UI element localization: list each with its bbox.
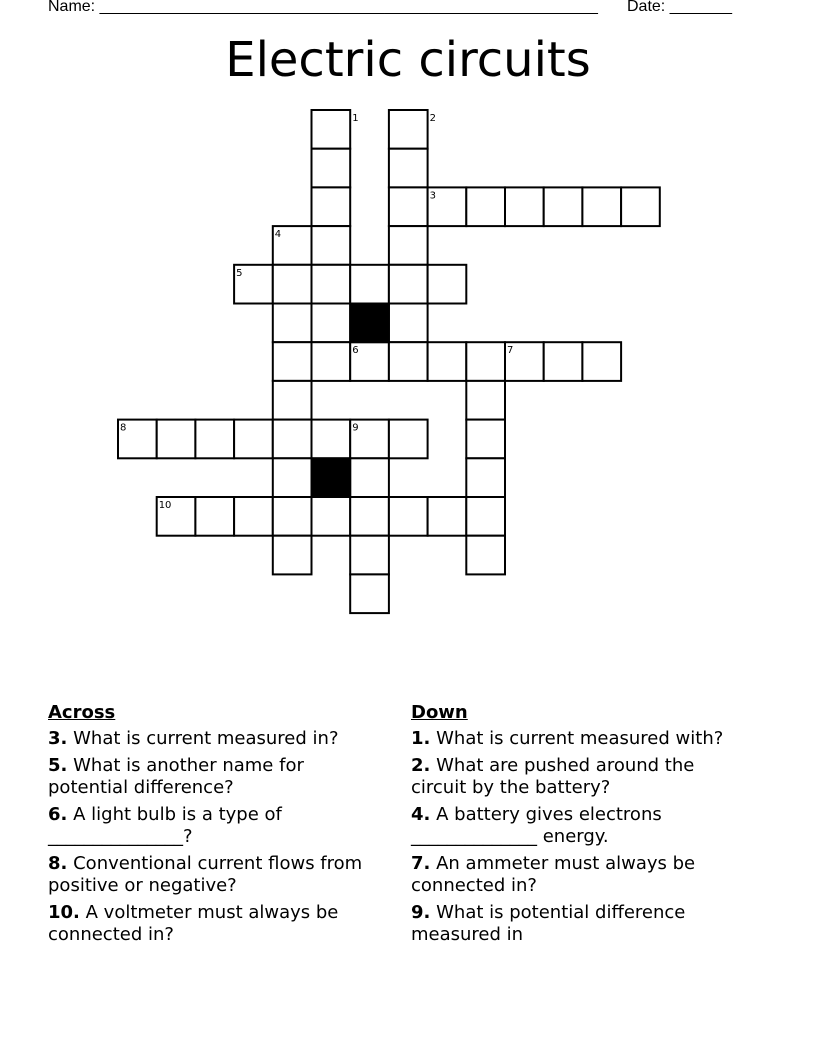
grid-cell[interactable]: [195, 420, 234, 459]
grid-cell[interactable]: [389, 265, 428, 304]
across-clue: [48, 804, 378, 848]
across-heading: Across: [48, 702, 116, 723]
grid-cell[interactable]: [544, 187, 583, 226]
grid-cell[interactable]: [505, 187, 544, 226]
grid-cell[interactable]: [312, 342, 351, 381]
grid-cell[interactable]: [428, 342, 467, 381]
grid-cell[interactable]: [273, 304, 312, 343]
clue-text: What is potential difference measured in: [411, 902, 686, 945]
grid-cell[interactable]: [312, 226, 351, 265]
clue-number: 6.: [48, 804, 68, 825]
grid-cell[interactable]: [428, 497, 467, 536]
cell-number: 2: [429, 113, 436, 124]
clue-number: 1.: [411, 728, 431, 749]
down-heading: Down: [411, 702, 468, 723]
clue-text: An ammeter must always be connected in?: [411, 853, 696, 896]
grid-cell[interactable]: [273, 265, 312, 304]
grid-cell[interactable]: [466, 381, 505, 420]
page-title: Electric circuits: [225, 32, 591, 88]
grid-cell[interactable]: [466, 420, 505, 459]
clue-text: A battery gives electrons ______________ energy.: [411, 804, 662, 847]
grid-cell[interactable]: [273, 536, 312, 575]
cell-number: 1: [352, 113, 359, 124]
black-cell: [350, 304, 389, 343]
grid-cell[interactable]: [466, 497, 505, 536]
grid-cell[interactable]: [389, 187, 428, 226]
grid-cell[interactable]: [389, 149, 428, 188]
clue-number: 8.: [48, 853, 68, 874]
grid-cell[interactable]: [312, 497, 351, 536]
grid-cell[interactable]: [389, 497, 428, 536]
grid-cell[interactable]: [234, 497, 273, 536]
clue-number: 4.: [411, 804, 431, 825]
down-clue: [411, 755, 751, 799]
grid-cell[interactable]: [350, 536, 389, 575]
clue-number: 3.: [48, 728, 68, 749]
clue-text: What is current measured in?: [73, 728, 339, 749]
clue-text: A light bulb is a type of _______________?: [48, 804, 282, 847]
grid-cell[interactable]: [389, 304, 428, 343]
grid-cell[interactable]: [312, 187, 351, 226]
grid-cell[interactable]: [389, 226, 428, 265]
grid-cell[interactable]: [389, 342, 428, 381]
grid-cell[interactable]: [466, 187, 505, 226]
grid-cell[interactable]: [544, 342, 583, 381]
grid-cell[interactable]: [273, 497, 312, 536]
grid-cell[interactable]: [389, 110, 428, 149]
down-clues: [411, 702, 751, 951]
grid-cell[interactable]: [582, 187, 621, 226]
grid-cell[interactable]: [350, 574, 389, 613]
clue-text: What is another name for potential difference?: [48, 755, 304, 798]
clue-number: 2.: [411, 755, 431, 776]
grid-cell[interactable]: [350, 497, 389, 536]
grid-cell[interactable]: [350, 458, 389, 497]
across-clue: [48, 728, 378, 750]
grid-cell[interactable]: [157, 420, 196, 459]
grid-cell[interactable]: [466, 342, 505, 381]
clue-text: Conventional current flows from positive or negative?: [48, 853, 363, 896]
grid-cell[interactable]: [312, 304, 351, 343]
down-clue: [411, 728, 751, 750]
grid-cell[interactable]: [312, 265, 351, 304]
down-clue: [411, 902, 751, 946]
grid-cell[interactable]: [312, 110, 351, 149]
across-clue: [48, 755, 378, 799]
grid-cell[interactable]: [312, 420, 351, 459]
clue-number: 10.: [48, 902, 80, 923]
grid-cell[interactable]: [273, 381, 312, 420]
grid-cell[interactable]: [234, 420, 273, 459]
grid-cell[interactable]: [621, 187, 660, 226]
down-clue: [411, 804, 751, 848]
across-clue: [48, 853, 378, 897]
cell-number: 7: [507, 345, 514, 357]
grid-cell[interactable]: [195, 497, 234, 536]
across-clues: [48, 702, 378, 951]
cell-number: 10: [158, 500, 172, 511]
clue-text: A voltmeter must always be connected in?: [48, 902, 339, 945]
clue-number: 9.: [411, 902, 431, 923]
clue-number: 7.: [411, 853, 431, 874]
grid-cell[interactable]: [466, 536, 505, 575]
clue-text: What is current measured with?: [436, 728, 724, 749]
cell-number: 8: [120, 422, 127, 434]
down-clue: [411, 853, 751, 897]
grid-cell[interactable]: [273, 420, 312, 459]
cell-number: 3: [429, 190, 436, 202]
clue-number: 5.: [48, 755, 68, 776]
cell-number: 6: [352, 345, 359, 357]
cell-number: 9: [352, 422, 359, 434]
grid-cell[interactable]: [350, 265, 389, 304]
black-cell: [312, 458, 351, 497]
grid-cell[interactable]: [428, 265, 467, 304]
grid-cell[interactable]: [389, 420, 428, 459]
clue-text: What are pushed around the circuit by the battery?: [411, 755, 695, 798]
date-field: Date: _______: [627, 0, 732, 15]
grid-cell[interactable]: [582, 342, 621, 381]
grid-cell[interactable]: [312, 149, 351, 188]
name-field: Name: ________________________________________________________: [48, 0, 598, 15]
grid-cell[interactable]: [466, 458, 505, 497]
grid-cell[interactable]: [273, 342, 312, 381]
grid-cell[interactable]: [273, 458, 312, 497]
cell-number: 4: [274, 229, 282, 241]
cell-number: 5: [236, 267, 243, 279]
across-clue: [48, 902, 378, 946]
